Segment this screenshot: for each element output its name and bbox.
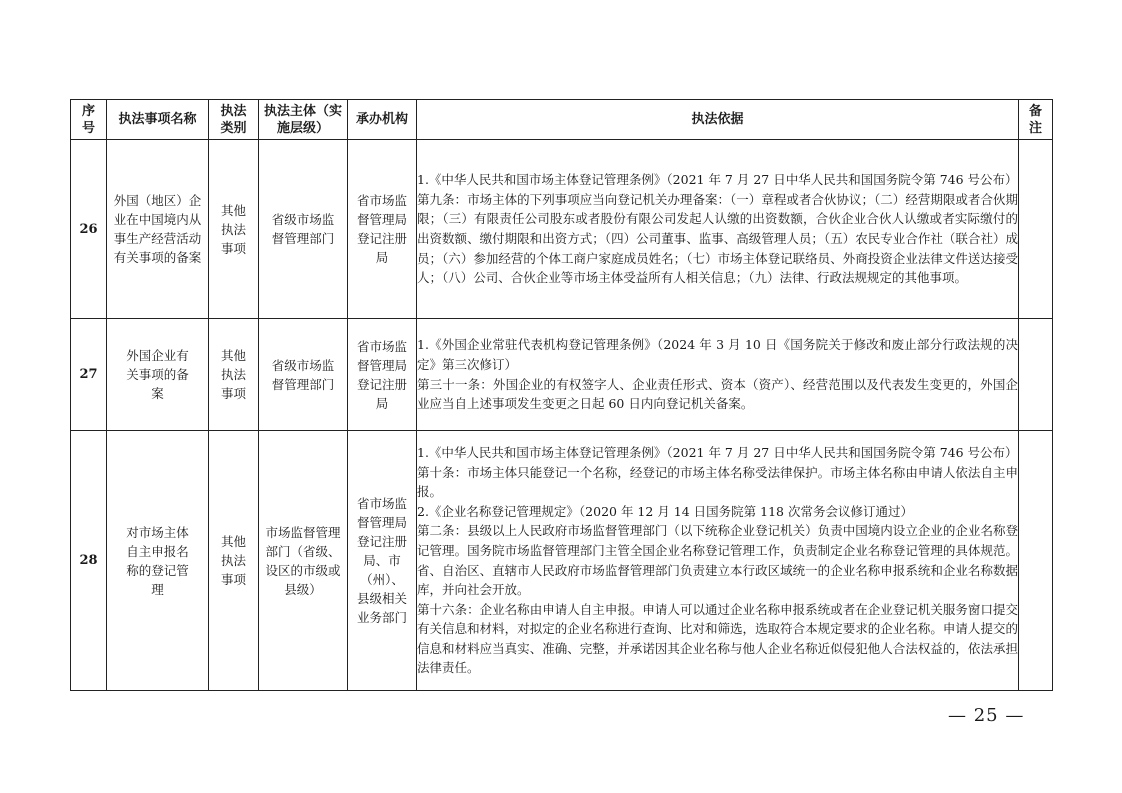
- row-item-name: 外国（地区）企业在中国境内从事生产经营活动有关事项的备案: [107, 140, 209, 319]
- header-subject: 执法主体（实施层级）: [259, 100, 348, 140]
- basis-paragraph: 第三十一条：外国企业的有权签字人、企业责任形式、资本（资产）、经营范围以及代表发生变更的，外国企业应当自上述事项发生变更之日起 60 日内向登记机关备案。: [417, 376, 1018, 412]
- row-agency: 省市场监督管理局登记注册局: [348, 140, 417, 319]
- row-category: 其他执法事项: [209, 140, 259, 319]
- row-legal-basis: [417, 319, 1019, 431]
- basis-paragraph: 第十条：市场主体只能登记一个名称，经登记的市场主体名称受法律保护。市场主体名称由申请人依法自主申报。: [417, 464, 1018, 500]
- row-remark: [1019, 319, 1053, 431]
- basis-paragraph: 第二条：县级以上人民政府市场监督管理部门（以下统称企业登记机关）负责中国境内设立企业的企业名称登记管理。国务院市场监督管理部门主管全国企业名称登记管理工作，负责制定企业名称登记管理的具体规范。省、自治区、直辖市人民政府市场监督管理部门负责建立本行政区域统一的企业名称申报系统和企业名称数据库，并向社会开放。: [417, 523, 1018, 598]
- row-remark: [1019, 140, 1053, 319]
- header-remark: 备注: [1019, 100, 1053, 140]
- row-category: 其他执法事项: [209, 319, 259, 431]
- row-legal-basis: [417, 431, 1019, 691]
- row-seq: 27: [71, 319, 107, 431]
- page-number: — 25 —: [948, 705, 1025, 726]
- table-row: [71, 319, 1053, 431]
- basis-paragraph: 第九条：市场主体的下列事项应当向登记机关办理备案：（一）章程或者合伙协议；（二）经营期限或者合伙期限；（三）有限责任公司股东或者股份有限公司发起人认缴的出资数额，合伙企业合伙人认缴或者实际缴付的出资数额、缴付期限和出资方式；（四）公司董事、监事、高级管理人员；（五）农民专业合作社（联合社）成员；（六）参加经营的个体工商户家庭成员姓名；（七）市场主体登记联络员、外商投资企业法律文件送达接受人；（八）公司、合伙企业等市场主体受益所有人相关信息；（九）法律、行政法规规定的其他事项。: [417, 191, 1018, 286]
- basis-paragraph: 2.《企业名称登记管理规定》（2020 年 12 月 14 日国务院第 118 次常务会议修订通过）: [417, 503, 913, 519]
- basis-paragraph: 1.《外国企业常驻代表机构登记管理条例》（2024 年 3 月 10 日《国务院关于修改和废止部分行政法规的决定》第三次修订）: [417, 337, 1018, 372]
- basis-paragraph: 1.《中华人民共和国市场主体登记管理条例》（2021 年 7 月 27 日中华人民共和国国务院令第 746 号公布）: [417, 444, 1018, 460]
- row-subject: 市场监督管理部门（省级、设区的市级或县级）: [259, 431, 348, 691]
- row-item-name: 对市场主体自主申报名称的登记管理: [107, 431, 209, 691]
- table-row: [71, 140, 1053, 319]
- row-category: 其他执法事项: [209, 431, 259, 691]
- table-row: [71, 431, 1053, 691]
- enforcement-items-table: [70, 99, 1053, 691]
- header-category: 执法类别: [209, 100, 259, 140]
- row-agency: 省市场监督管理局登记注册局、市（州）、县级相关业务部门: [348, 431, 417, 691]
- row-remark: [1019, 431, 1053, 691]
- basis-paragraph: 1.《中华人民共和国市场主体登记管理条例》（2021 年 7 月 27 日中华人民共和国国务院令第 746 号公布）: [417, 172, 1018, 188]
- row-agency: 省市场监督管理局登记注册局: [348, 319, 417, 431]
- row-legal-basis: [417, 140, 1019, 319]
- row-seq: 28: [71, 431, 107, 691]
- row-item-name: 外国企业有关事项的备案: [107, 319, 209, 431]
- table-header-row: [71, 100, 1053, 140]
- row-seq: 26: [71, 140, 107, 319]
- basis-paragraph: 第十六条：企业名称由申请人自主申报。申请人可以通过企业名称申报系统或者在企业登记机关服务窗口提交有关信息和材料，对拟定的企业名称进行查询、比对和筛选，选取符合本规定要求的企业名称。申请人提交的信息和材料应当真实、准确、完整，并承诺因其企业名称与他人企业名称近似侵犯他人合法权益的，依法承担法律责任。: [417, 601, 1018, 676]
- row-subject: 省级市场监督管理部门: [259, 140, 348, 319]
- row-subject: 省级市场监督管理部门: [259, 319, 348, 431]
- header-seq: 序号: [71, 100, 107, 140]
- header-name: 执法事项名称: [107, 100, 209, 140]
- header-agency: 承办机构: [348, 100, 417, 140]
- header-basis: 执法依据: [417, 100, 1019, 140]
